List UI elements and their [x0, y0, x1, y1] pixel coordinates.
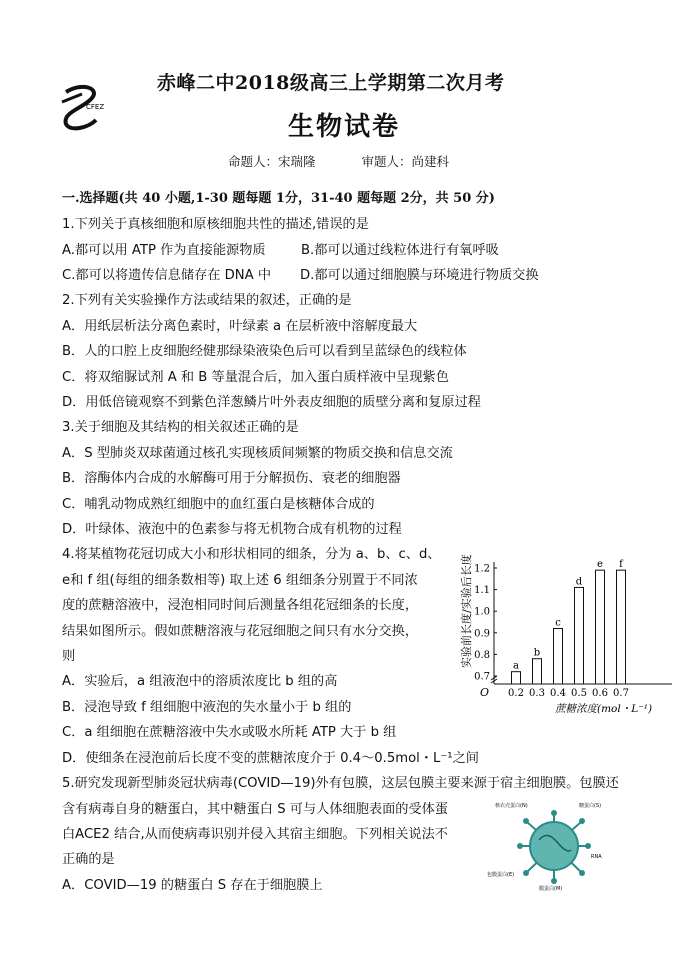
label-envelope: 包膜蛋白(E) — [487, 872, 515, 878]
question-3-option-a: A．S 型肺炎双球菌通过核孔实现核质间频繁的物质交换和信息交流 — [62, 446, 453, 461]
question-2-option-c: C．将双缩脲试剂 A 和 B 等量混合后，加入蛋白质样液中呈现紫色 — [62, 370, 449, 385]
coronavirus-structure-figure — [487, 800, 621, 892]
question-3-option-b: B．溶酶体内合成的水解酶可用于分解损伤、衰老的细胞器 — [62, 471, 401, 486]
question-4-option-a: A．实验后，a 组液泡中的溶质浓度比 b 组的高 — [62, 674, 338, 689]
chart-bar-label: d — [575, 576, 583, 588]
question-3-option-c: C．哺乳动物成熟红细胞中的血红蛋白是核糖体合成的 — [62, 497, 375, 512]
label-rna: RNA — [591, 854, 602, 860]
chart-bar — [617, 570, 626, 684]
chart-bar-label: b — [533, 647, 541, 659]
logo-text: CFEZ — [86, 103, 105, 111]
question-5-stem-line: 正确的是 — [62, 852, 115, 867]
question-1-option-c: C.都可以将遗传信息储存在 DNA 中 — [62, 268, 272, 283]
question-4-option-b: B．浸泡导致 f 组细胞中液泡的失水量小于 b 组的 — [62, 700, 352, 715]
chart-bar — [554, 628, 563, 684]
chart-y-axis-label: 实验前长度/实验后长度 — [460, 554, 473, 668]
question-4-stem-line: 4.将某植物花冠切成大小和形状相同的细条，分为 a、b、c、d、 — [62, 547, 441, 562]
question-1-option-a: A.都可以用 ATP 作为直接能源物质 — [62, 243, 266, 258]
chart-bar-label: e — [597, 559, 603, 571]
chart-bar-label: c — [555, 617, 561, 629]
author-label: 命题人：宋瑞隆 — [228, 154, 316, 169]
question-4-option-c: C．a 组细胞在蔗糖溶液中失水或吸水所耗 ATP 大于 b 组 — [62, 725, 397, 740]
label-spike: 糖蛋白(S) — [579, 803, 602, 809]
question-2-option-a: A．用纸层析法分离色素时，叶绿素 a 在层析液中溶解度最大 — [62, 319, 418, 334]
question-3-stem: 3.关于细胞及其结构的相关叙述正确的是 — [62, 420, 299, 435]
chart-x-tick-label: 0.6 — [592, 688, 608, 699]
chart-origin-label: O — [480, 686, 490, 699]
question-5-stem-line: 含有病毒自身的糖蛋白，其中糖蛋白 S 可与人体细胞表面的受体蛋 — [62, 802, 449, 817]
chart-bar — [575, 587, 584, 684]
chart-x-tick-label: 0.3 — [529, 688, 545, 699]
question-4-stem-line: 则 — [62, 649, 76, 664]
chart-x-tick-label: 0.5 — [571, 688, 587, 699]
question-4-stem-line: 度的蔗糖溶液中，浸泡相同时间后测量各组花冠细条的长度， — [62, 598, 419, 613]
question-5-stem-line: 5.研究发现新型肺炎冠状病毒(COVID—19)外有包膜，这层包膜主要来源于宿主细胞膜。包膜还 — [62, 776, 619, 791]
question-2-option-d: D．用低倍镜观察不到紫色洋葱鳞片叶外表皮细胞的质壁分离和复原过程 — [62, 395, 481, 410]
sucrose-ratio-bar-chart — [450, 548, 680, 718]
chart-y-tick-label: 0.7 — [474, 671, 490, 683]
chart-y-tick-label: 1.0 — [474, 606, 490, 618]
question-2-option-b: B．人的口腔上皮细胞经健那绿染液染色后可以看到呈蓝绿色的线粒体 — [62, 344, 467, 359]
chart-bar — [512, 672, 521, 684]
chart-y-tick-label: 1.1 — [474, 585, 490, 597]
section-heading: 一.选择题(共 40 小题,1-30 题每题 1分，31-40 题每题 2分，共 50 分) — [62, 191, 495, 206]
authors-line — [228, 152, 491, 170]
chart-bars — [508, 559, 629, 699]
chart-bar — [533, 659, 542, 684]
chart-bar-label: f — [619, 559, 623, 571]
chart-y-tick-label: 1.2 — [474, 563, 490, 575]
exam-title: 赤峰二中2018级高三上学期第二次月考 — [157, 72, 505, 94]
chart-x-axis-label: 蔗糖浓度(mol・L⁻¹) — [555, 703, 653, 715]
school-logo — [52, 82, 112, 132]
chart-y-tick-label: 0.9 — [474, 628, 490, 640]
question-1-option-b: B.都可以通过线粒体进行有氧呼吸 — [301, 243, 499, 258]
virus-envelope — [530, 822, 578, 870]
exam-subject: 生物试卷 — [288, 112, 401, 142]
question-4-stem-line: e和 f 组(每组的细条数相等) 取上述 6 组细条分别置于不同浓 — [62, 573, 418, 588]
question-1-stem: 1.下列关于真核细胞和原核细胞共性的描述,错误的是 — [62, 217, 369, 232]
question-1-option-d: D.都可以通过细胞膜与环境进行物质交换 — [300, 268, 539, 283]
chart-x-tick-label: 0.7 — [613, 688, 629, 699]
question-2-stem: 2.下列有关实验操作方法或结果的叙述，正确的是 — [62, 293, 352, 308]
label-membrane: 膜蛋白(M) — [539, 886, 563, 892]
question-4-option-d: D．使细条在浸泡前后长度不变的蔗糖浓度介于 0.4～0.5mol・L⁻¹之间 — [62, 751, 479, 766]
question-4-stem-line: 结果如图所示。假如蔗糖溶液与花冠细胞之间只有水分交换， — [62, 624, 419, 639]
chart-x-tick-label: 0.4 — [550, 688, 566, 699]
chart-bar — [596, 570, 605, 684]
label-nucleocapsid: 核衣壳蛋白(N) — [495, 803, 528, 809]
question-5-option-a: A．COVID—19 的糖蛋白 S 存在于细胞膜上 — [62, 878, 323, 893]
chart-y-tick-label: 0.8 — [474, 649, 490, 661]
chart-bar-label: a — [513, 660, 519, 672]
reviewer-label: 审题人：尚建科 — [361, 154, 450, 169]
question-3-option-d: D．叶绿体、液泡中的色素参与将无机物合成有机物的过程 — [62, 522, 402, 537]
question-5-stem-line: 白ACE2 结合,从而使病毒识别并侵入其宿主细胞。下列相关说法不 — [62, 827, 448, 842]
chart-x-tick-label: 0.2 — [508, 688, 524, 699]
